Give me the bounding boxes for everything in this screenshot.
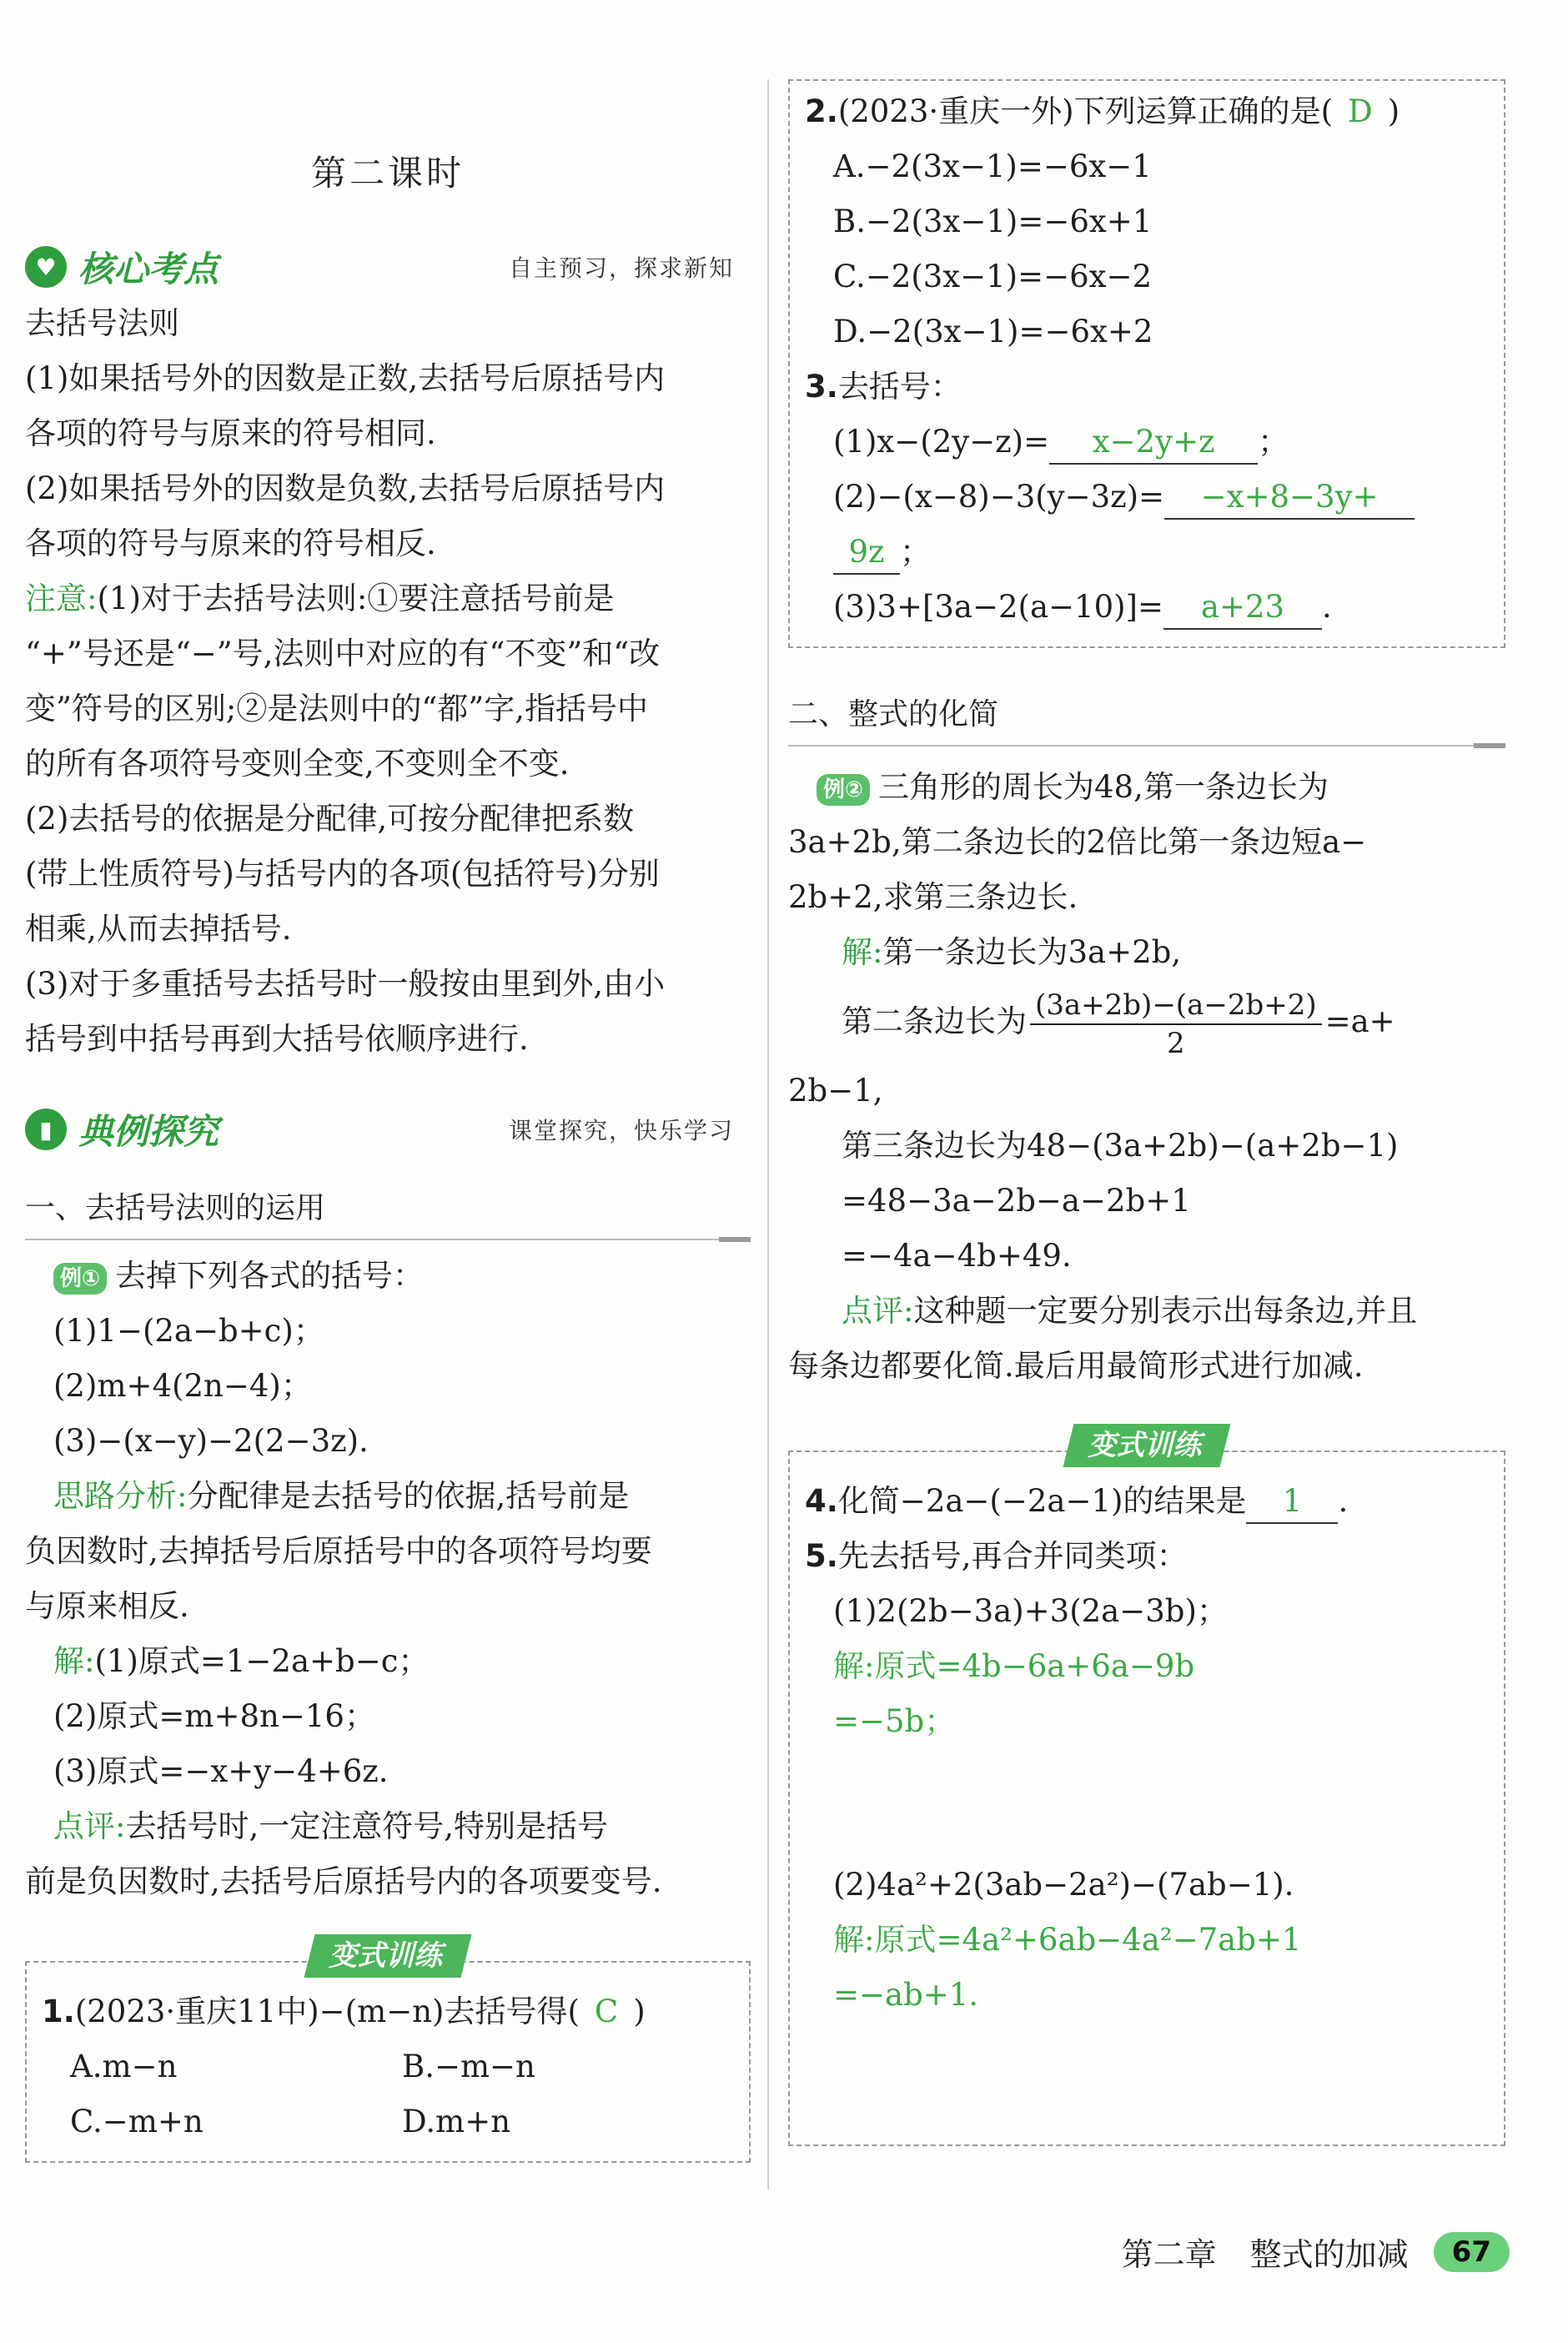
section-heading: 二、整式的化简 [788, 690, 1505, 747]
note-line: 相乘,从而去掉括号. [25, 911, 292, 947]
options [42, 2094, 734, 2149]
comment-label: 点评: [842, 1293, 914, 1329]
practice-banner: 变式训练 [788, 1424, 1505, 1467]
solution-line: 第二条边长为 $\frac{(3a+2b)-(a-2b+2)}{2}$ =a+ [842, 988, 1395, 1060]
option: D.m+n [402, 2104, 511, 2139]
solution-line: 解:第一条边长为3a+2b, [842, 934, 1182, 970]
option: C.−2(3x−1)=−6x−2 [833, 259, 1153, 294]
question-3-part: (1)x−(2y−z)= x−2y+z ； [805, 415, 1489, 470]
note-line: 的所有各项符号变则全变,不变则全不变. [25, 746, 570, 782]
fraction: $\frac{(3a+2b)-(a-2b+2)}{2}$ [1030, 987, 1322, 1062]
solution-line: =−4a−4b+49. [842, 1238, 1072, 1274]
answer-line: 解:原式=4b−6a+6a−9b [833, 1648, 1195, 1684]
analysis-line: 负因数时,去掉括号后原括号中的各项符号均要 [25, 1533, 652, 1569]
examples-section-subtitle: 课堂探究，快乐学习 [508, 1117, 734, 1144]
example-1: 例① 去掉下列各式的括号： [25, 1249, 751, 1304]
solution-line: (2)原式=m+8n−16； [53, 1698, 375, 1734]
note-label: 注意: [25, 581, 98, 616]
core-section-title: 核心考点 [78, 249, 219, 289]
core-section-subtitle: 自主预习，探求新知 [508, 254, 734, 282]
question-5: 5.先去括号,再合并同类项： [805, 1538, 1188, 1574]
solution-label: 解: [842, 934, 883, 970]
question-3-part: (2)−(x−8)−3(y−3z)= −x+8−3y+ [805, 470, 1489, 525]
comment-line: 点评:去括号时,一定注意符号,特别是括号 [53, 1808, 608, 1844]
right-column [788, 79, 1505, 2146]
section-heading: 一、去括号法则的运用 [25, 1184, 751, 1240]
question-3: 3.去括号： [805, 369, 962, 405]
answer-blank: 1 [1246, 1481, 1338, 1524]
question-2: 2.(2023·重庆一外)下列运算正确的是( D ) [805, 93, 1400, 129]
rule-title: 去括号法则 [25, 305, 179, 341]
solution-line: 第三条边长为48−(3a+2b)−(a+2b−1) [842, 1128, 1399, 1164]
example-item: (2)m+4(2n−4)； [53, 1368, 312, 1404]
examples-section-header [25, 1100, 751, 1159]
question-3-part: (3)3+[3a−2(a−10)]= a+23 . [805, 580, 1489, 635]
example-line: 2b+2,求第三条边长. [788, 879, 1078, 915]
answer: D [1348, 93, 1373, 129]
answer-blank: x−2y+z [1049, 421, 1258, 465]
option: B.−m−n [402, 2049, 535, 2084]
note-line: 注意:(1)对于去括号法则:①要注意括号前是 [25, 581, 615, 616]
example-tag: 例① [53, 1263, 107, 1295]
option: D.−2(3x−1)=−6x+2 [833, 314, 1153, 349]
example-item: (3)−(x−y)−2(2−3z). [53, 1423, 369, 1459]
solution-line: 2b−1, [788, 1073, 883, 1109]
question-3-part: 9z ； [805, 525, 1489, 580]
page-footer [1084, 2229, 1510, 2275]
answer-blank: 9z [833, 531, 900, 575]
practice-box-3 [788, 1451, 1505, 2146]
bar-chart-icon: ▮ [25, 1109, 67, 1150]
answer: C [594, 1994, 619, 2029]
answer-line: =−ab+1. [833, 1977, 979, 2013]
page-number: 67 [1434, 2232, 1510, 2272]
answer-blank: −x+8−3y+ [1164, 476, 1415, 520]
options [42, 2039, 734, 2094]
solution-line: 解:(1)原式=1−2a+b−c； [53, 1643, 430, 1679]
note-line: (带上性质符号)与括号内的各项(包括符号)分别 [25, 856, 660, 892]
comment-line: 点评:这种题一定要分别表示出每条边,并且 [842, 1293, 1418, 1329]
answer-line: =−5b； [833, 1703, 956, 1739]
analysis-label: 思路分析: [53, 1478, 188, 1514]
column-divider [767, 79, 769, 2190]
solution-line: (3)原式=−x+y−4+6z. [53, 1753, 389, 1789]
practice-box-1 [25, 1961, 751, 2163]
note-line: (3)对于多重括号去括号时一般按由里到外,由小 [25, 966, 666, 1002]
analysis-line: 思路分析:分配律是去括号的依据,括号前是 [53, 1478, 630, 1514]
chapter-title: 整式的加减 [1249, 2236, 1409, 2273]
comment-label: 点评: [53, 1808, 126, 1844]
comment-line: 前是负因数时,去括号后原括号内的各项要变号. [25, 1863, 662, 1899]
note-line: “+”号还是“−”号,法则中对应的有“不变”和“改 [25, 636, 661, 671]
example-2: 例② 三角形的周长为48,第一条边长为 [788, 760, 1505, 815]
rule-line: 各项的符号与原来的符号相同. [25, 415, 436, 451]
rule-line: (1)如果括号外的因数是正数,去括号后原括号内 [25, 360, 666, 396]
left-column [25, 79, 751, 2163]
option: C.−m+n [70, 2104, 204, 2139]
example-tag: 例② [817, 774, 870, 806]
practice-box-2 [788, 79, 1505, 648]
option: B.−2(3x−1)=−6x+1 [833, 204, 1153, 239]
question-5-part: (1)2(2b−3a)+3(2a−3b)； [833, 1593, 1228, 1629]
question-1: 1.(2023·重庆11中)−(m−n)去括号得( C ) [42, 1994, 646, 2029]
practice-banner: 变式训练 [25, 1934, 751, 1978]
answer-blank: a+23 [1163, 586, 1322, 630]
example-item: (1)1−(2a−b+c)； [53, 1313, 324, 1349]
heart-icon: ♥ [25, 246, 67, 288]
examples-section-title: 典例探究 [78, 1111, 219, 1152]
option: A.−2(3x−1)=−6x−1 [833, 148, 1152, 184]
comment-line: 每条边都要化简.最后用最简形式进行加减. [788, 1348, 1364, 1384]
analysis-line: 与原来相反. [25, 1588, 189, 1624]
question-5-part: (2)4a²+2(3ab−2a²)−(7ab−1). [833, 1867, 1294, 1903]
core-section-header [25, 238, 751, 296]
solution-line: =48−3a−2b−a−2b+1 [842, 1183, 1191, 1219]
solution-label: 解: [53, 1643, 95, 1679]
question-4: 4.化简−2a−(−2a−1)的结果是 1 . [805, 1474, 1489, 1529]
chapter-label: 第二章 [1121, 2236, 1217, 2273]
note-line: 括号到中括号再到大括号依顺序进行. [25, 1021, 529, 1057]
rule-line: 各项的符号与原来的符号相反. [25, 525, 436, 561]
answer-line: 解:原式=4a²+6ab−4a²−7ab+1 [833, 1922, 1302, 1958]
note-line: 变”符号的区别;②是法则中的“都”字,指括号中 [25, 691, 648, 727]
note-line: (2)去括号的依据是分配律,可按分配律把系数 [25, 801, 635, 837]
option: A.m−n [70, 2049, 178, 2084]
rule-line: (2)如果括号外的因数是负数,去括号后原括号内 [25, 470, 666, 506]
example-line: 3a+2b,第二条边长的2倍比第一条边短a− [788, 824, 1367, 860]
lesson-title: 第二课时 [310, 153, 465, 194]
